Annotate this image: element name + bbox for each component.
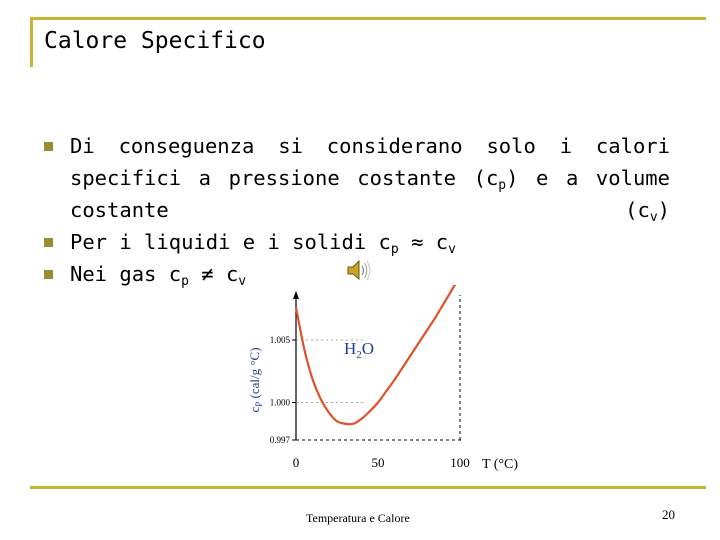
bullet-marker-icon bbox=[44, 238, 53, 247]
subscript: p bbox=[498, 178, 507, 193]
y-axis-label: $c_P$ (cal/g °C) bbox=[247, 347, 264, 413]
speaker-sound-icon[interactable] bbox=[344, 258, 374, 284]
x-tick-label: 50 bbox=[371, 455, 385, 470]
y-axis-arrow-icon bbox=[293, 291, 299, 299]
x-axis-label: T (°C) bbox=[482, 457, 519, 472]
bullet-text: ) bbox=[657, 198, 670, 222]
cp-temperature-chart bbox=[236, 285, 536, 475]
title-left-bar bbox=[30, 17, 33, 67]
series-label: $H_2O$ bbox=[344, 339, 375, 361]
bullet-text: Per i liquidi e i solidi c bbox=[70, 230, 391, 254]
subscript: v bbox=[448, 242, 456, 257]
bottom-rule bbox=[30, 486, 706, 489]
subscript: v bbox=[238, 274, 247, 289]
slide-title: Calore Specifico bbox=[44, 28, 266, 54]
bullet-item-1 bbox=[40, 130, 670, 226]
bullet-marker-icon bbox=[44, 142, 53, 151]
bullet-text: ) e a volume costante (c bbox=[70, 166, 670, 222]
subscript: p bbox=[390, 242, 399, 257]
x-tick-label: 100 bbox=[450, 455, 470, 470]
y-tick-label: 1.005 bbox=[269, 335, 290, 345]
subscript: p bbox=[181, 274, 189, 289]
chart-plot-area bbox=[270, 285, 470, 470]
bullet-item-2 bbox=[40, 226, 670, 258]
y-tick-label: 1.000 bbox=[269, 397, 290, 408]
bullet-marker-icon bbox=[44, 270, 53, 279]
bullet-text: Nei gas c bbox=[70, 262, 182, 286]
x-tick-label: 0 bbox=[292, 455, 300, 470]
bullet-text: ≈ c bbox=[398, 230, 449, 254]
top-rule bbox=[30, 17, 706, 20]
y-tick-label: 0.997 bbox=[269, 435, 290, 445]
bullet-text: ≠ c bbox=[188, 262, 239, 286]
series-line-h2o bbox=[296, 285, 460, 424]
bullet-text: Di conseguenza si considerano solo i calori specifici a pressione costante (c bbox=[70, 134, 670, 190]
page-number: 20 bbox=[662, 507, 675, 522]
footer-text: Temperatura e Calore bbox=[306, 511, 410, 525]
subscript: v bbox=[649, 210, 658, 225]
